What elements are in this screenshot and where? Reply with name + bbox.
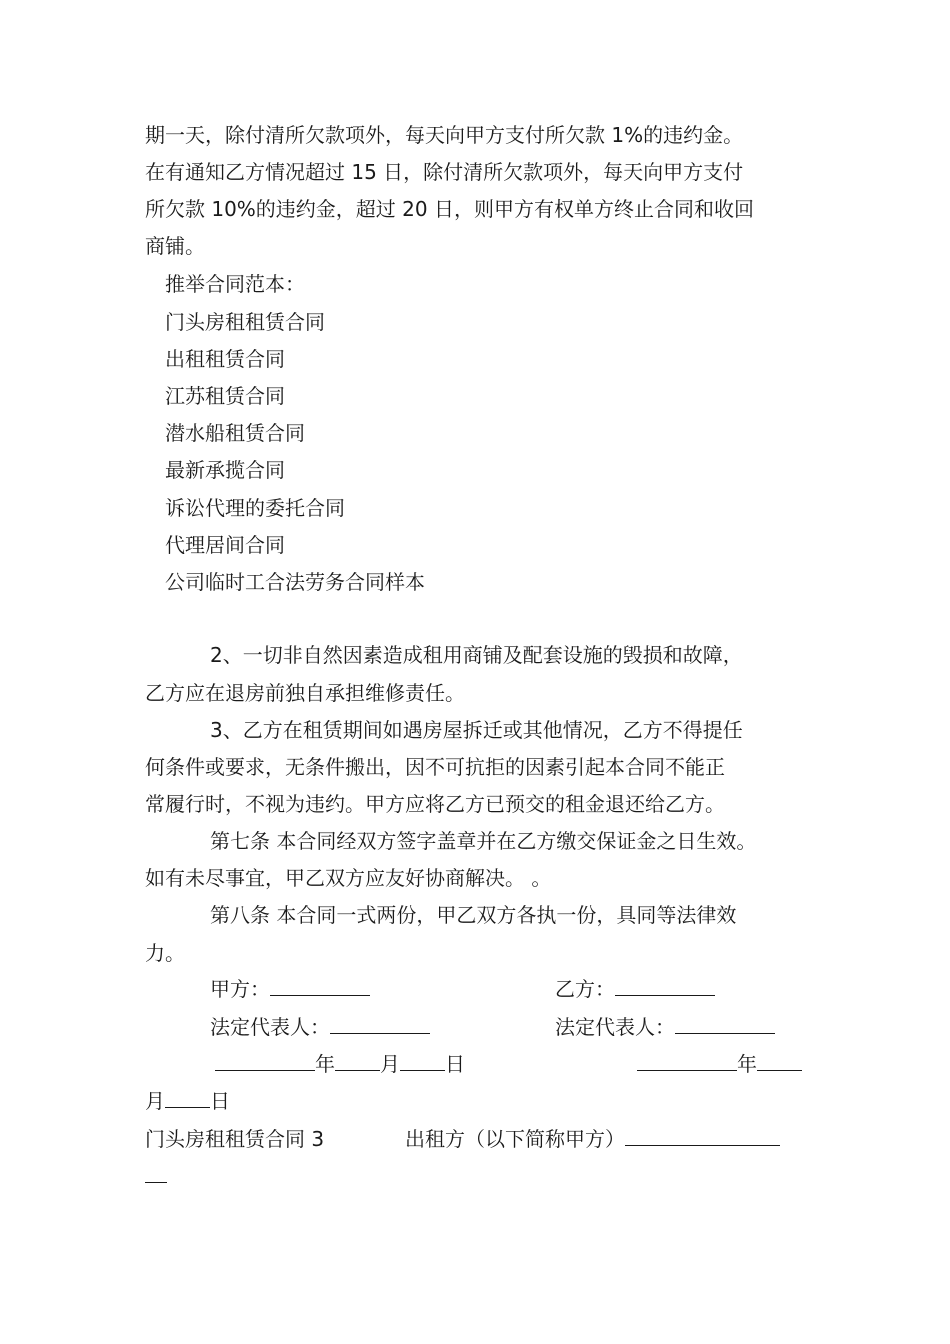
lessor-label: 出租方（以下简称甲方）	[405, 1127, 625, 1151]
clause-2-line-2: 乙方应在退房前独自承担维修责任。	[145, 681, 465, 705]
recommend-heading: 推举合同范本：	[165, 272, 305, 296]
date-b-year-blank[interactable]	[637, 1050, 737, 1071]
party-a-signature-blank[interactable]	[270, 975, 370, 996]
rep-b-label: 法定代表人：	[555, 1015, 675, 1039]
date-a-month-blank[interactable]	[335, 1050, 380, 1071]
party-b-signature-blank[interactable]	[615, 975, 715, 996]
recommend-link-8[interactable]: 公司临时工合法劳务合同样本	[165, 570, 425, 594]
lessor-name-blank-continued[interactable]	[145, 1162, 167, 1183]
lessor-name-blank-continued-row	[145, 1162, 167, 1190]
party-a-label: 甲方：	[210, 977, 270, 1001]
date-a-day-blank[interactable]	[400, 1050, 445, 1071]
clause-3-line-3: 常履行时，不视为违约。甲方应将乙方已预交的租金退还给乙方。	[145, 792, 725, 816]
article-7-line-2: 如有未尽事宜，甲乙双方应友好协商解决。 。	[145, 866, 552, 890]
recommend-link-1[interactable]: 门头房租租赁合同	[165, 310, 325, 334]
article-7-line-1: 第七条 本合同经双方签字盖章并在乙方缴交保证金之日生效。	[210, 829, 757, 853]
article-8-line-2: 力。	[145, 941, 185, 965]
article-8-line-1: 第八条 本合同一式两份，甲乙双方各执一份，具同等法律效	[210, 903, 737, 927]
clause-3-line-1: 3、乙方在租赁期间如遇房屋拆迁或其他情况，乙方不得提任	[210, 718, 743, 742]
rep-b-signature-blank[interactable]	[675, 1013, 775, 1034]
party-b-row	[555, 975, 715, 1003]
party-b-label: 乙方：	[555, 977, 615, 1001]
rep-a-row	[210, 1013, 430, 1041]
rep-a-signature-blank[interactable]	[330, 1013, 430, 1034]
date-a-day-label: 日	[445, 1052, 465, 1076]
clause-3-line-2: 何条件或要求，无条件搬出，因不可抗拒的因素引起本合同不能正	[145, 755, 725, 779]
date-b-year-label: 年	[737, 1052, 757, 1076]
recommend-link-7[interactable]: 代理居间合同	[165, 533, 285, 557]
date-b-row-part-1	[637, 1050, 802, 1078]
date-a-year-label: 年	[315, 1052, 335, 1076]
date-a-month-label: 月	[380, 1052, 400, 1076]
lessor-name-blank[interactable]	[625, 1125, 780, 1146]
intro-line-4: 商铺。	[145, 234, 205, 258]
date-b-day-label: 日	[210, 1089, 230, 1113]
recommend-link-5[interactable]: 最新承揽合同	[165, 458, 285, 482]
date-b-month-blank[interactable]	[757, 1050, 802, 1071]
party-a-row	[210, 975, 370, 1003]
recommend-link-2[interactable]: 出租租赁合同	[165, 347, 285, 371]
date-b-month-label: 月	[145, 1089, 165, 1113]
lessor-row	[405, 1125, 780, 1153]
date-a-year-blank[interactable]	[215, 1050, 315, 1071]
intro-line-2: 在有通知乙方情况超过 15 日，除付清所欠款项外，每天向甲方支付	[145, 160, 744, 184]
clause-2-line-1: 2、一切非自然因素造成租用商铺及配套设施的毁损和故障，	[210, 643, 743, 667]
recommend-link-3[interactable]: 江苏租赁合同	[165, 384, 285, 408]
recommend-link-4[interactable]: 潜水船租赁合同	[165, 421, 305, 445]
recommend-link-6[interactable]: 诉讼代理的委托合同	[165, 496, 345, 520]
intro-line-1: 期一天，除付清所欠款项外，每天向甲方支付所欠款 1%的违约金。	[145, 123, 744, 147]
date-b-row-part-2	[145, 1087, 230, 1115]
date-a-row	[215, 1050, 465, 1078]
date-b-day-blank[interactable]	[165, 1087, 210, 1108]
intro-line-3: 所欠款 10%的违约金，超过 20 日，则甲方有权单方终止合同和收回	[145, 197, 754, 221]
rep-a-label: 法定代表人：	[210, 1015, 330, 1039]
rep-b-row	[555, 1013, 775, 1041]
next-contract-title: 门头房租租赁合同 3	[145, 1127, 325, 1151]
